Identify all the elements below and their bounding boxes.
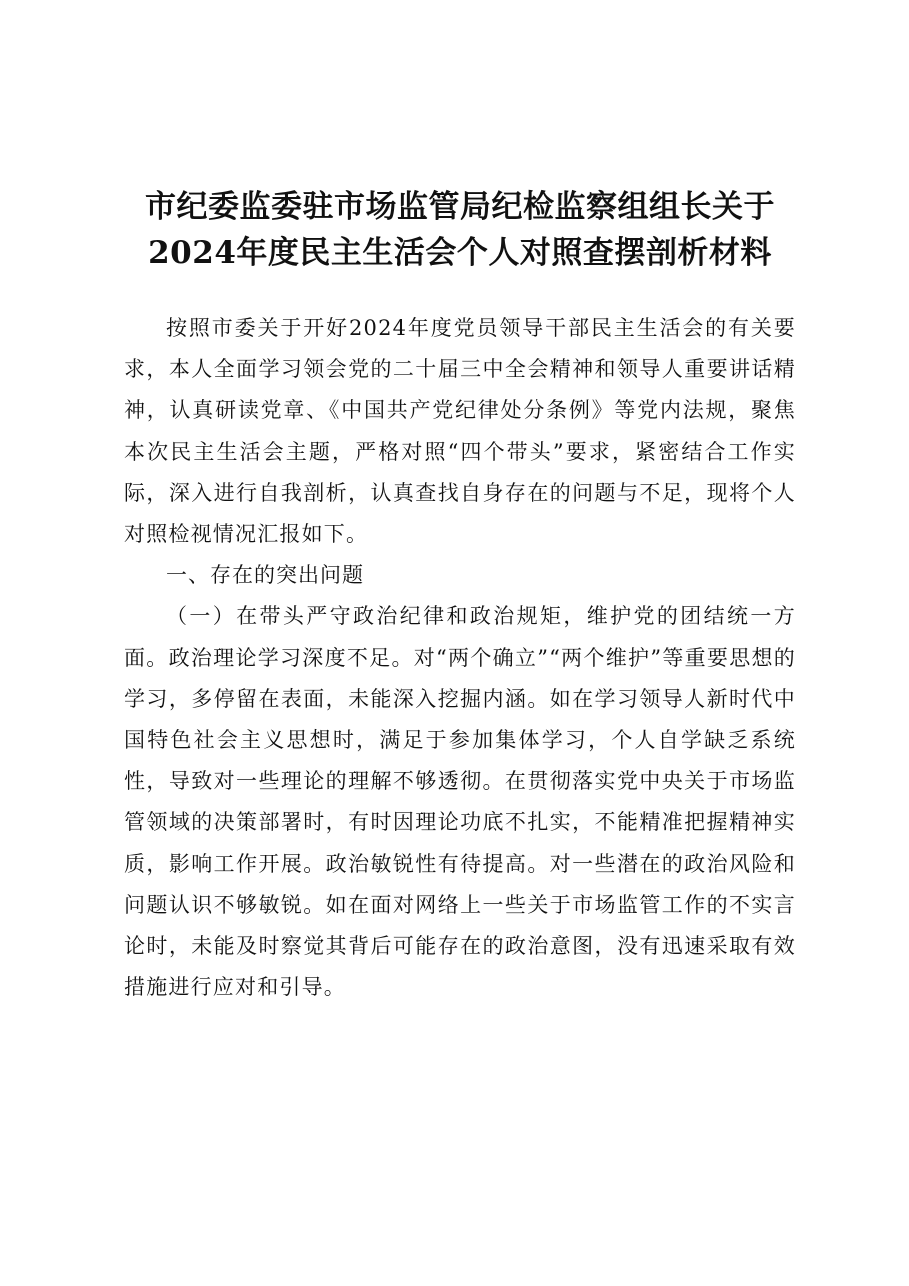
- intro-paragraph: 按照市委关于开好2024年度党员领导干部民主生活会的有关要求，本人全面学习领会党的二十届三中全会精神和领导人重要讲话精神，认真研读党章、《中国共产党纪律处分条例》等党内法规，聚焦本次民主生活会主题，严格对照“四个带头”要求，紧密结合工作实际，深入进行自我剖析，认真查找自身存在的问题与不足，现将个人对照检视情况汇报如下。: [124, 316, 796, 547]
- document-title: [114, 184, 806, 276]
- document-page: [124, 0, 796, 1286]
- section-paragraph: （一）在带头严守政治纪律和政治规矩，维护党的团结统一方面。政治理论学习深度不足。对“两个确立”“两个维护”等重要思想的学习，多停留在表面，未能深入挖掘内涵。如在学习领导人新时代中国特色社会主义思想时，满足于参加集体学习，个人自学缺乏系统性，导致对一些理论的理解不够透彻。在贯彻落实党中央关于市场监管领域的决策部署时，有时因理论功底不扎实，不能精准把握精神实质，影响工作开展。政治敏锐性有待提高。对一些潜在的政治风险和问题认识不够敏锐。如在面对网络上一些关于市场监管工作的不实言论时，未能及时察觉其背后可能存在的政治意图，没有迅速采取有效措施进行应对和引导。: [124, 604, 796, 1000]
- title-line-1: 市纪委监委驻市场监管局纪检监察组组长关于: [145, 189, 775, 225]
- title-line-2: 2024年度民主生活会个人对照查摆剖析材料: [148, 235, 772, 271]
- document-body: [124, 308, 796, 1008]
- section-heading: 一、存在的突出问题: [166, 563, 364, 588]
